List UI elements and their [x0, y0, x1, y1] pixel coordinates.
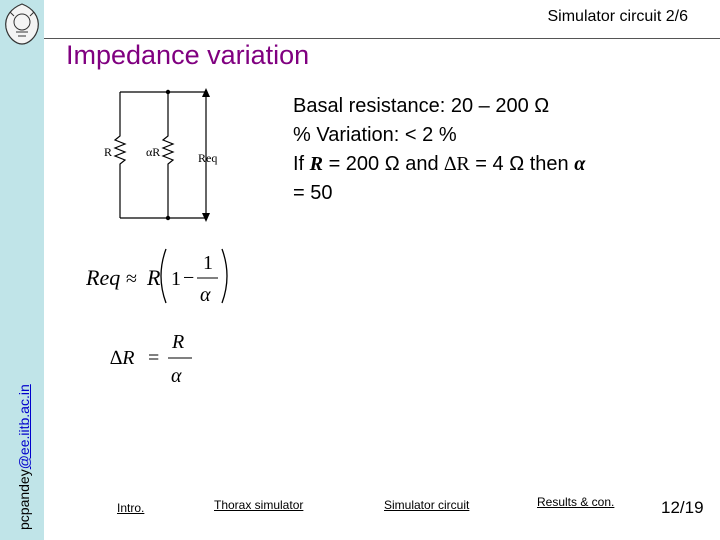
f1-r: R — [147, 265, 161, 290]
text-line-2: % Variation: < 2 % — [293, 124, 457, 146]
label-alpha-r: αR — [146, 145, 161, 159]
resistor-r — [115, 92, 125, 218]
sidebar — [0, 0, 44, 540]
f2-lhs: ∆R — [110, 347, 135, 369]
sidebar-email — [16, 384, 32, 530]
slide-label: Simulator circuit 2/6 — [547, 8, 688, 25]
f2-eq: = — [148, 347, 160, 369]
node-top-left — [166, 90, 170, 94]
email-link[interactable]: @ee.iitb.ac.in — [16, 384, 32, 470]
f2-num: R — [172, 331, 185, 353]
node-bottom-left — [166, 216, 170, 220]
header-divider — [44, 38, 720, 39]
nav-intro[interactable]: Intro. — [117, 501, 145, 515]
f1-den: α — [200, 284, 211, 305]
f1-approx: ≈ — [126, 268, 137, 290]
formula-delta-r — [110, 330, 210, 386]
f2-den: α — [171, 365, 182, 386]
f1-num: 1 — [203, 252, 213, 274]
text-line-3: If R = 200 Ω and ∆R = 4 Ω then α — [293, 153, 586, 175]
nav-thorax-simulator[interactable]: Thorax simulator — [214, 498, 304, 512]
f1-lhs: Req — [86, 265, 121, 290]
formula-req — [86, 243, 246, 305]
circuit-diagram — [96, 82, 236, 224]
page-title: Impedance variation — [66, 40, 310, 70]
body-text — [293, 92, 663, 208]
label-req: Req — [198, 151, 218, 165]
text-line-1: Basal resistance: 20 – 200 Ω — [293, 95, 550, 117]
label-r: R — [104, 145, 113, 159]
nav-results[interactable]: Results & con. — [537, 495, 615, 509]
institute-logo-icon — [2, 2, 42, 46]
f1-minus: − — [183, 267, 195, 289]
page-number: 12/19 — [661, 498, 704, 517]
text-line-4: = 50 — [293, 182, 333, 204]
resistor-alpha-r — [163, 92, 173, 218]
f1-one: 1 — [171, 268, 181, 290]
f1-paren-right — [222, 249, 227, 303]
f1-paren-left — [161, 249, 166, 303]
email-prefix: pcpandey — [16, 469, 32, 530]
nav-simulator-circuit[interactable]: Simulator circuit — [384, 498, 470, 512]
